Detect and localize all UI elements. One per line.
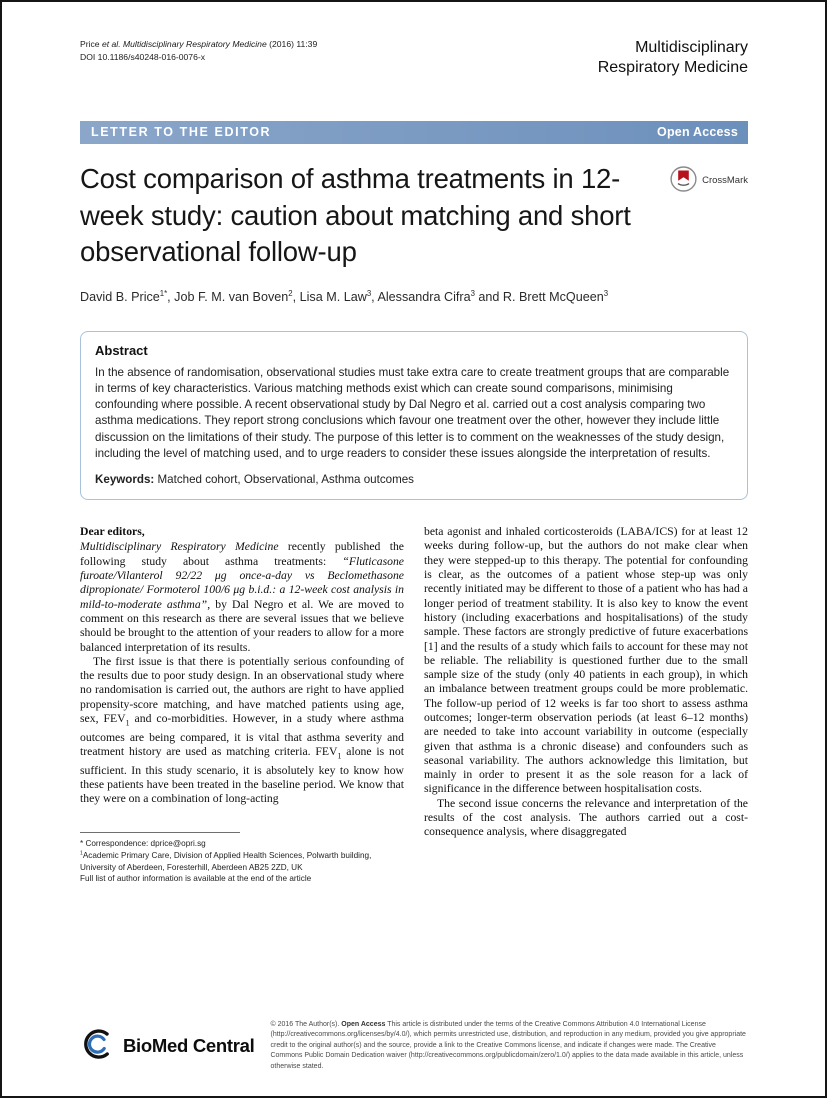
crossmark-label: CrossMark bbox=[702, 175, 748, 187]
abstract-box bbox=[80, 331, 748, 500]
article-body bbox=[80, 525, 748, 885]
copyright-notice: © 2016 The Author(s). Open Access This article is distributed under the terms of the Creative Commons Attribution 4.0 International License (http://creativecommons.org/licenses/by/4.0/), which permits unrestricted use, distribution, and reproduction in any medium, provided you give appropriate credit to the original author(s) and the source, provide a link to the Creative Commons license, and indicate if changes were made. The Creative Commons Public Domain Dedication waiver (http://creativecommons.org/publicdomain/zero/1.0/) applies to the data made available in this article, unless otherwise stated. bbox=[270, 1020, 746, 1070]
biomed-central-wordmark: BioMed Central bbox=[123, 1035, 255, 1056]
body-paragraph-4: The second issue concerns the relevance and interpretation of the results of the cost analysis. The authors carried out a cost-consequence analysis, where disaggregated bbox=[424, 796, 748, 839]
keywords-label: Keywords: bbox=[95, 473, 155, 487]
journal-name-line1: Multidisciplinary bbox=[635, 39, 748, 56]
correspondence-line: * Correspondence: dprice@opri.sg bbox=[80, 839, 206, 849]
affiliation-line: $^1$Academic Primary Care, Division of Applied Health Sciences, Polwarth building, University of Aberdeen, Foresterhill, Aberdeen AB25 2ZD, UK bbox=[80, 850, 372, 872]
salutation: Dear editors, bbox=[80, 525, 145, 539]
doi-line: DOI 10.1186/s40248-016-0076-x bbox=[80, 52, 206, 63]
journal-name bbox=[598, 38, 748, 79]
crossmark-badge[interactable] bbox=[670, 165, 748, 197]
citation-line: Price et al. Multidisciplinary Respiratory Medicine (2016) 11:39 bbox=[80, 39, 318, 49]
author-info-note: Full list of author information is available at the end of the article bbox=[80, 874, 312, 884]
body-paragraph-1: Multidisciplinary Respiratory Medicine recently published the following study about asthma treatments: “Fluticasone furoate/Vilanterol 92/22 μg once-a-day vs Beclomethasone dipropionate/ Formoterol 100/6 μg b.i.d.: a 12-week cost analysis in mild-to-moderate asthma”, by Dal Negro et al. We are moved to comment on this research as there are several issues that we believe should be brought to the attention of your readers to allow for a more balanced interpretation of its results. bbox=[80, 540, 404, 654]
page-content bbox=[2, 38, 825, 885]
authors-line: David B. Price$^{1*}$, Job F. M. van Boven$^2$, Lisa M. Law$^3$, Alessandra Cifra$^3$ and R. Brett McQueen$^3$ bbox=[80, 288, 609, 304]
citation-block bbox=[80, 38, 317, 65]
keywords-line bbox=[95, 473, 733, 486]
abstract-text: In the absence of randomisation, observational studies must take extra care to create treatment groups that are comparable in terms of key characteristics. Various matching methods exist which can create sound comparisons, minimising confounding where possible. A recent observational study by Dal Negro et al. carried out a cost analysis comparing two asthma medications. They report strong conclusions which favour one treatment over the other, however they include little discussion on the limitations of their study. The purpose of this letter is to comment on the weaknesses of the study design, including the level of matching used, and to urge readers to consider these issues alongside the interpretation of results. bbox=[95, 365, 730, 460]
right-column bbox=[424, 525, 748, 885]
footnote-rule bbox=[80, 832, 240, 833]
body-paragraph-3: beta agonist and inhaled corticosteroids (LABA/ICS) for at least 12 weeks during follow-up, but the authors do not make clear when they were stepped-up to this therapy. The potential for confounding is clear, as the outcomes of a patient whose step-up was only recently initiated may be different to those of a patient who has had a longer period of treatment stability. It is also key to know the event history (including exacerbations and hospitalisations) of the study sample. These factors are strongly predictive of future exacerbations [1] and the results of a study which fails to account for these may not be reliable. The reliability is questioned further due to the small sample size of the study (only 40 patients in each group), in which an imbalance between treatment groups could be more problematic. The follow-up period of 12 weeks is far too short to assess asthma outcomes; longer-term observation periods (at least 6–12 months) are needed to take into account variability in outcome (especially given that asthma is a chronic disease) and confounders such as seasonal variability. The authors acknowledge this limitation, but mainly in order to present it as the sole reason for a lack of significance in the difference between hospitalisation costs. bbox=[424, 525, 748, 796]
abstract-heading: Abstract bbox=[95, 342, 148, 358]
title-row bbox=[80, 161, 748, 271]
biomed-central-logo bbox=[80, 1026, 254, 1067]
page-header bbox=[80, 38, 748, 79]
biomed-central-mark-icon bbox=[80, 1026, 116, 1067]
article-type-label: LETTER TO THE EDITOR bbox=[91, 125, 272, 140]
crossmark-icon bbox=[670, 165, 697, 197]
publisher-footer bbox=[80, 1020, 748, 1073]
page-title: Cost comparison of asthma treatments in 12-week study: caution about matching and short observational follow-up bbox=[80, 162, 631, 268]
open-access-label: Open Access bbox=[657, 125, 738, 140]
left-column bbox=[80, 525, 404, 885]
article-type-banner bbox=[80, 121, 748, 144]
journal-name-line2: Respiratory Medicine bbox=[597, 59, 748, 77]
keywords-value: Matched cohort, Observational, Asthma outcomes bbox=[154, 473, 414, 487]
footnotes-block bbox=[80, 832, 404, 885]
body-paragraph-2: The first issue is that there is potentially serious confounding of the results due to poor study design. In an observational study where no randomisation is carried out, the authors are right to have applied propensity-score matching, and have matched patients using age, sex, $FEV_1$ and co-morbidities. However, in a study where asthma outcomes are being compared, it is vital that asthma severity and treatment history are used as matching criteria. $FEV_1$ alone is not sufficient. In this study scenario, it is absolutely key to know how these patients have been treated in the baseline period. We know that they were on a combination of long-acting bbox=[80, 654, 404, 806]
